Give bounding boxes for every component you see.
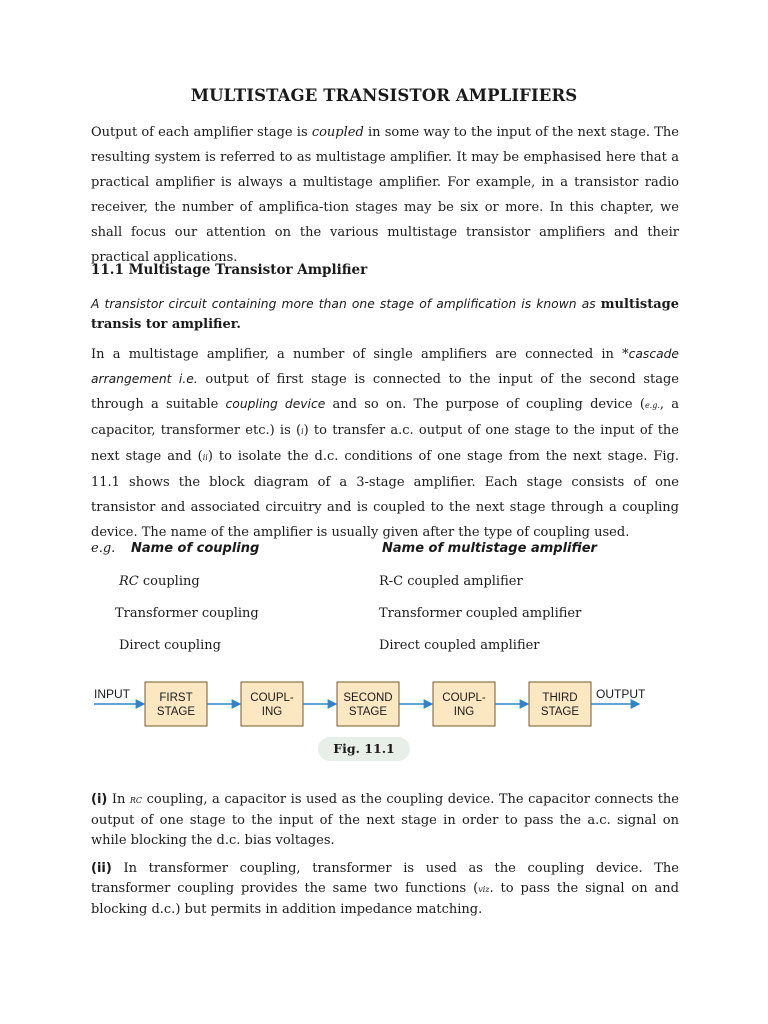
table-cell: Transformer coupling: [115, 606, 259, 621]
diagram-block-label: SECOND: [343, 692, 393, 704]
diagram-input-label: INPUT: [94, 687, 130, 701]
diagram-output-label: OUTPUT: [596, 687, 646, 701]
item-i-rc: RC: [129, 796, 143, 805]
diagram-block-label: COUPL-: [442, 692, 486, 704]
body-text-3: and so on. The purpose of coupling device (: [325, 397, 645, 412]
item-i-label: (i): [91, 792, 108, 807]
table-cell: coupling: [138, 574, 200, 589]
definition-italic: A transistor circuit containing more than one stage of amplification is known as: [91, 297, 601, 311]
body-eg: e.g.: [644, 401, 660, 410]
intro-coupled: coupled: [311, 125, 364, 140]
item-ii-viz: viz: [478, 885, 490, 894]
diagram-block-label: COUPL-: [250, 692, 294, 704]
diagram-block: [241, 682, 303, 726]
table-cell: Transformer coupled amplifier: [379, 606, 582, 621]
table-cell-rc: RC: [119, 574, 139, 589]
table-cell: R-C coupled amplifier: [379, 574, 523, 589]
table-cell: Direct coupled amplifier: [379, 638, 540, 653]
diagram-block: [529, 682, 591, 726]
page-title: MULTISTAGE TRANSISTOR AMPLIFIERS: [190, 86, 578, 105]
table-header-coupling: Name of coupling: [131, 541, 260, 556]
diagram-block-label: STAGE: [540, 706, 580, 718]
diagram-block: [433, 682, 495, 726]
item-ii-text-1: In transformer coupling, transformer is used as the coupling device. The transformer coupling provides the same two functions (: [91, 861, 679, 896]
body-text-6: ) to isolate the d.c. conditions of one stage from the next stage. Fig. 11.1 shows the block diagram of a 3-stage amplifier. Each stage consists of one transistor and associated circuitry and is coupled to the next stage through a coupling device. The name of the amplifier is usually given after the type of coupling used.: [91, 449, 679, 540]
item-ii-label: (ii): [91, 861, 112, 876]
intro-text-1: Output of each amplifier stage is: [91, 125, 312, 140]
diagram-block-label: ING: [453, 706, 475, 718]
body-text-1: In a multistage amplifier, a number of single amplifiers are connected in *: [91, 347, 629, 362]
intro-text-2: in some way to the input of the next stage. The resulting system is referred to as multistage amplifier. It may be emphasised here that a practical amplifier is always a multistage amplifier. For example, in a transistor radio receiver, the number of amplifica-tion stages may be six or more. In this chapter, we shall focus our attention on the various multistage transistor amplifiers and their practical applications.: [91, 125, 679, 265]
item-i-paragraph: [91, 790, 679, 851]
body-coupling-device: coupling device: [225, 397, 326, 411]
table-row: [119, 574, 200, 589]
definition: [91, 294, 679, 335]
definition-bold: multistage transis tor amplifier.: [91, 297, 679, 332]
item-i-text-2: coupling, a capacitor is used as the coupling device. The capacitor connects the output of one stage to the input of the next stage in order to pass the a.c. signal on while blocking the d.c. bias voltages.: [91, 792, 679, 848]
diagram-block-label: THIRD: [542, 692, 578, 704]
block-diagram: [88, 676, 648, 734]
diagram-block-label: STAGE: [156, 706, 196, 718]
table-cell: Direct coupling: [119, 638, 221, 653]
body-i: i: [301, 427, 304, 436]
intro-paragraph: [91, 120, 679, 270]
diagram-block: [337, 682, 399, 726]
body-text-2: output of first stage is connected to the input of the second stage through a suitable: [91, 372, 679, 412]
item-i-text-1: In: [107, 792, 130, 807]
body-ii: ii: [202, 453, 208, 462]
diagram-block-label: FIRST: [159, 692, 193, 704]
body-text-4: , a capacitor, transformer etc.) is (: [91, 397, 680, 438]
body-paragraph: [91, 342, 679, 545]
item-ii-text-2: . to pass the signal on and blocking d.c.) but permits in addition impedance matching.: [91, 881, 679, 917]
section-heading: 11.1 Multistage Transistor Amplifier: [91, 262, 368, 278]
body-text-5: ) to transfer a.c. output of one stage to the input of the next stage and (: [91, 423, 679, 464]
diagram-block-label: ING: [261, 706, 283, 718]
diagram-block-label: STAGE: [348, 706, 388, 718]
table-eg: e.g.: [91, 541, 116, 556]
diagram-block: [145, 682, 207, 726]
body-cascade: cascade arrangement i.e.: [91, 347, 679, 386]
table-header-amplifier: Name of multistage amplifier: [382, 541, 597, 556]
figure-caption: Fig. 11.1: [333, 741, 395, 756]
item-ii-paragraph: [91, 859, 679, 920]
